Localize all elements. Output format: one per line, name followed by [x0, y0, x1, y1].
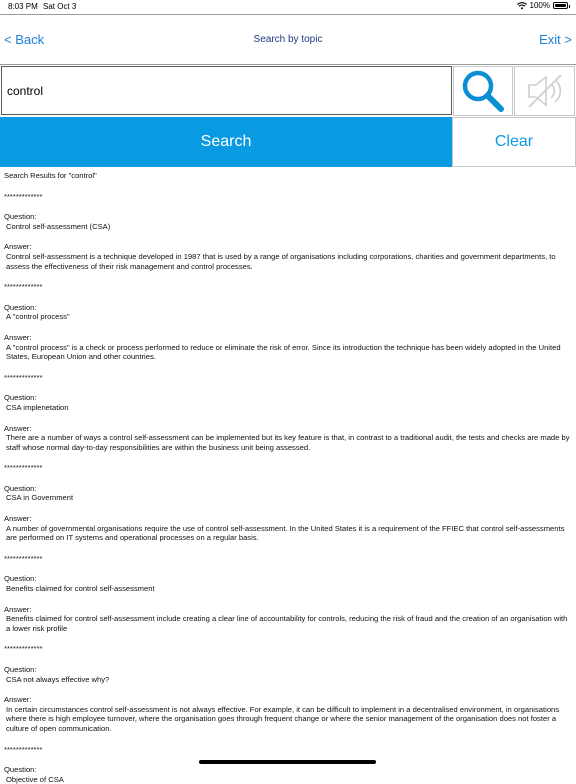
- result-item: [4, 212, 572, 271]
- mute-icon-button[interactable]: [514, 66, 575, 116]
- results-header: Search Results for "control": [4, 171, 97, 180]
- separator: *************: [4, 744, 43, 754]
- status-date: Sat Oct 3: [43, 2, 77, 11]
- battery-icon: [553, 2, 568, 9]
- battery-percent: 100%: [529, 1, 550, 10]
- question-label: Question:: [4, 483, 37, 493]
- answer-text: In certain circumstances control self-assessment is not always effective. For example, it can be difficult to implement in a decentralised environment, in organisations where there is high employee turnover, where the organisation goes through frequent change or where the senior management of the organisation does not foster a culture of open communication.: [6, 704, 560, 733]
- answer-label: Answer:: [4, 514, 32, 524]
- answer-label: Answer:: [4, 604, 32, 614]
- speaker-muted-icon: [523, 69, 567, 113]
- action-row: [0, 117, 576, 167]
- wifi-icon: [517, 2, 527, 10]
- result-item: [4, 765, 572, 784]
- answer-label: Answer:: [4, 695, 32, 705]
- question-text: Control self-assessment (CSA): [6, 221, 111, 231]
- magnifier-icon: [460, 68, 506, 114]
- question-label: Question:: [4, 765, 37, 775]
- result-item: [4, 665, 572, 734]
- question-label: Question:: [4, 665, 37, 674]
- answer-label: Answer:: [4, 242, 32, 252]
- status-time: 8:03 PM: [8, 2, 38, 11]
- answer-text: Control self-assessment is a technique developed in 1987 that is used by a range of organisations including corporations, charities and government departments, to assess the effectiveness of their risk management and control processes.: [6, 251, 556, 271]
- question-label: Question:: [4, 302, 37, 312]
- question-label: Question:: [4, 393, 37, 403]
- separator: *************: [4, 191, 43, 201]
- separator: *************: [4, 372, 43, 382]
- question-label: Question:: [4, 212, 37, 222]
- search-button[interactable]: Search: [0, 117, 452, 167]
- clear-button[interactable]: Clear: [452, 117, 576, 167]
- answer-text: A "control process" is a check or process performed to reduce or eliminate the risk of error. Since its introduction the technique has been widely adopted in the United States, European Union and other countries.: [6, 342, 561, 362]
- home-indicator[interactable]: [199, 760, 376, 764]
- back-button[interactable]: < Back: [4, 32, 45, 47]
- result-item: [4, 303, 572, 362]
- search-row: [0, 65, 576, 117]
- nav-bar: [0, 14, 576, 65]
- status-bar: [0, 0, 576, 14]
- search-input[interactable]: [1, 66, 452, 115]
- answer-text: A number of governmental organisations require the use of control self-assessment. In the United States it is a requirement of the FFIEC that control self-assessments are performed on IT systems and operational processes on a regular basis.: [6, 523, 565, 543]
- result-item: [4, 574, 572, 633]
- question-text: CSA in Government: [6, 493, 74, 503]
- answer-label: Answer:: [4, 332, 32, 342]
- question-text: Objective of CSA: [6, 774, 64, 784]
- separator: *************: [4, 282, 43, 292]
- separator: *************: [4, 644, 43, 654]
- result-item: [4, 484, 572, 543]
- search-icon-button[interactable]: [453, 66, 513, 116]
- answer-text: There are a number of ways a control self-assessment can be implemented but its key feature is that, in contrast to a traditional audit, the tests and checks are made by staff whose normal day-to-day responsibilities are within the business unit being assessed.: [6, 433, 570, 452]
- question-text: Benefits claimed for control self-assessment: [6, 584, 155, 594]
- answer-text: Benefits claimed for control self-assessment include creating a clear line of accountability for controls, reducing the risk of fraud and the creation of an organisation with a lower risk profile: [6, 614, 568, 633]
- separator: *************: [4, 553, 43, 563]
- question-text: A "control process": [6, 312, 70, 322]
- question-text: CSA implenetation: [6, 402, 69, 412]
- question-label: Question:: [4, 574, 37, 584]
- answer-label: Answer:: [4, 423, 32, 433]
- result-item: [4, 393, 572, 452]
- question-text: CSA not always effective why?: [6, 674, 110, 684]
- separator: *************: [4, 463, 43, 473]
- search-results: [0, 167, 576, 784]
- page-title: Search by topic: [253, 34, 323, 45]
- status-right: [517, 1, 568, 10]
- exit-button[interactable]: Exit >: [539, 32, 572, 47]
